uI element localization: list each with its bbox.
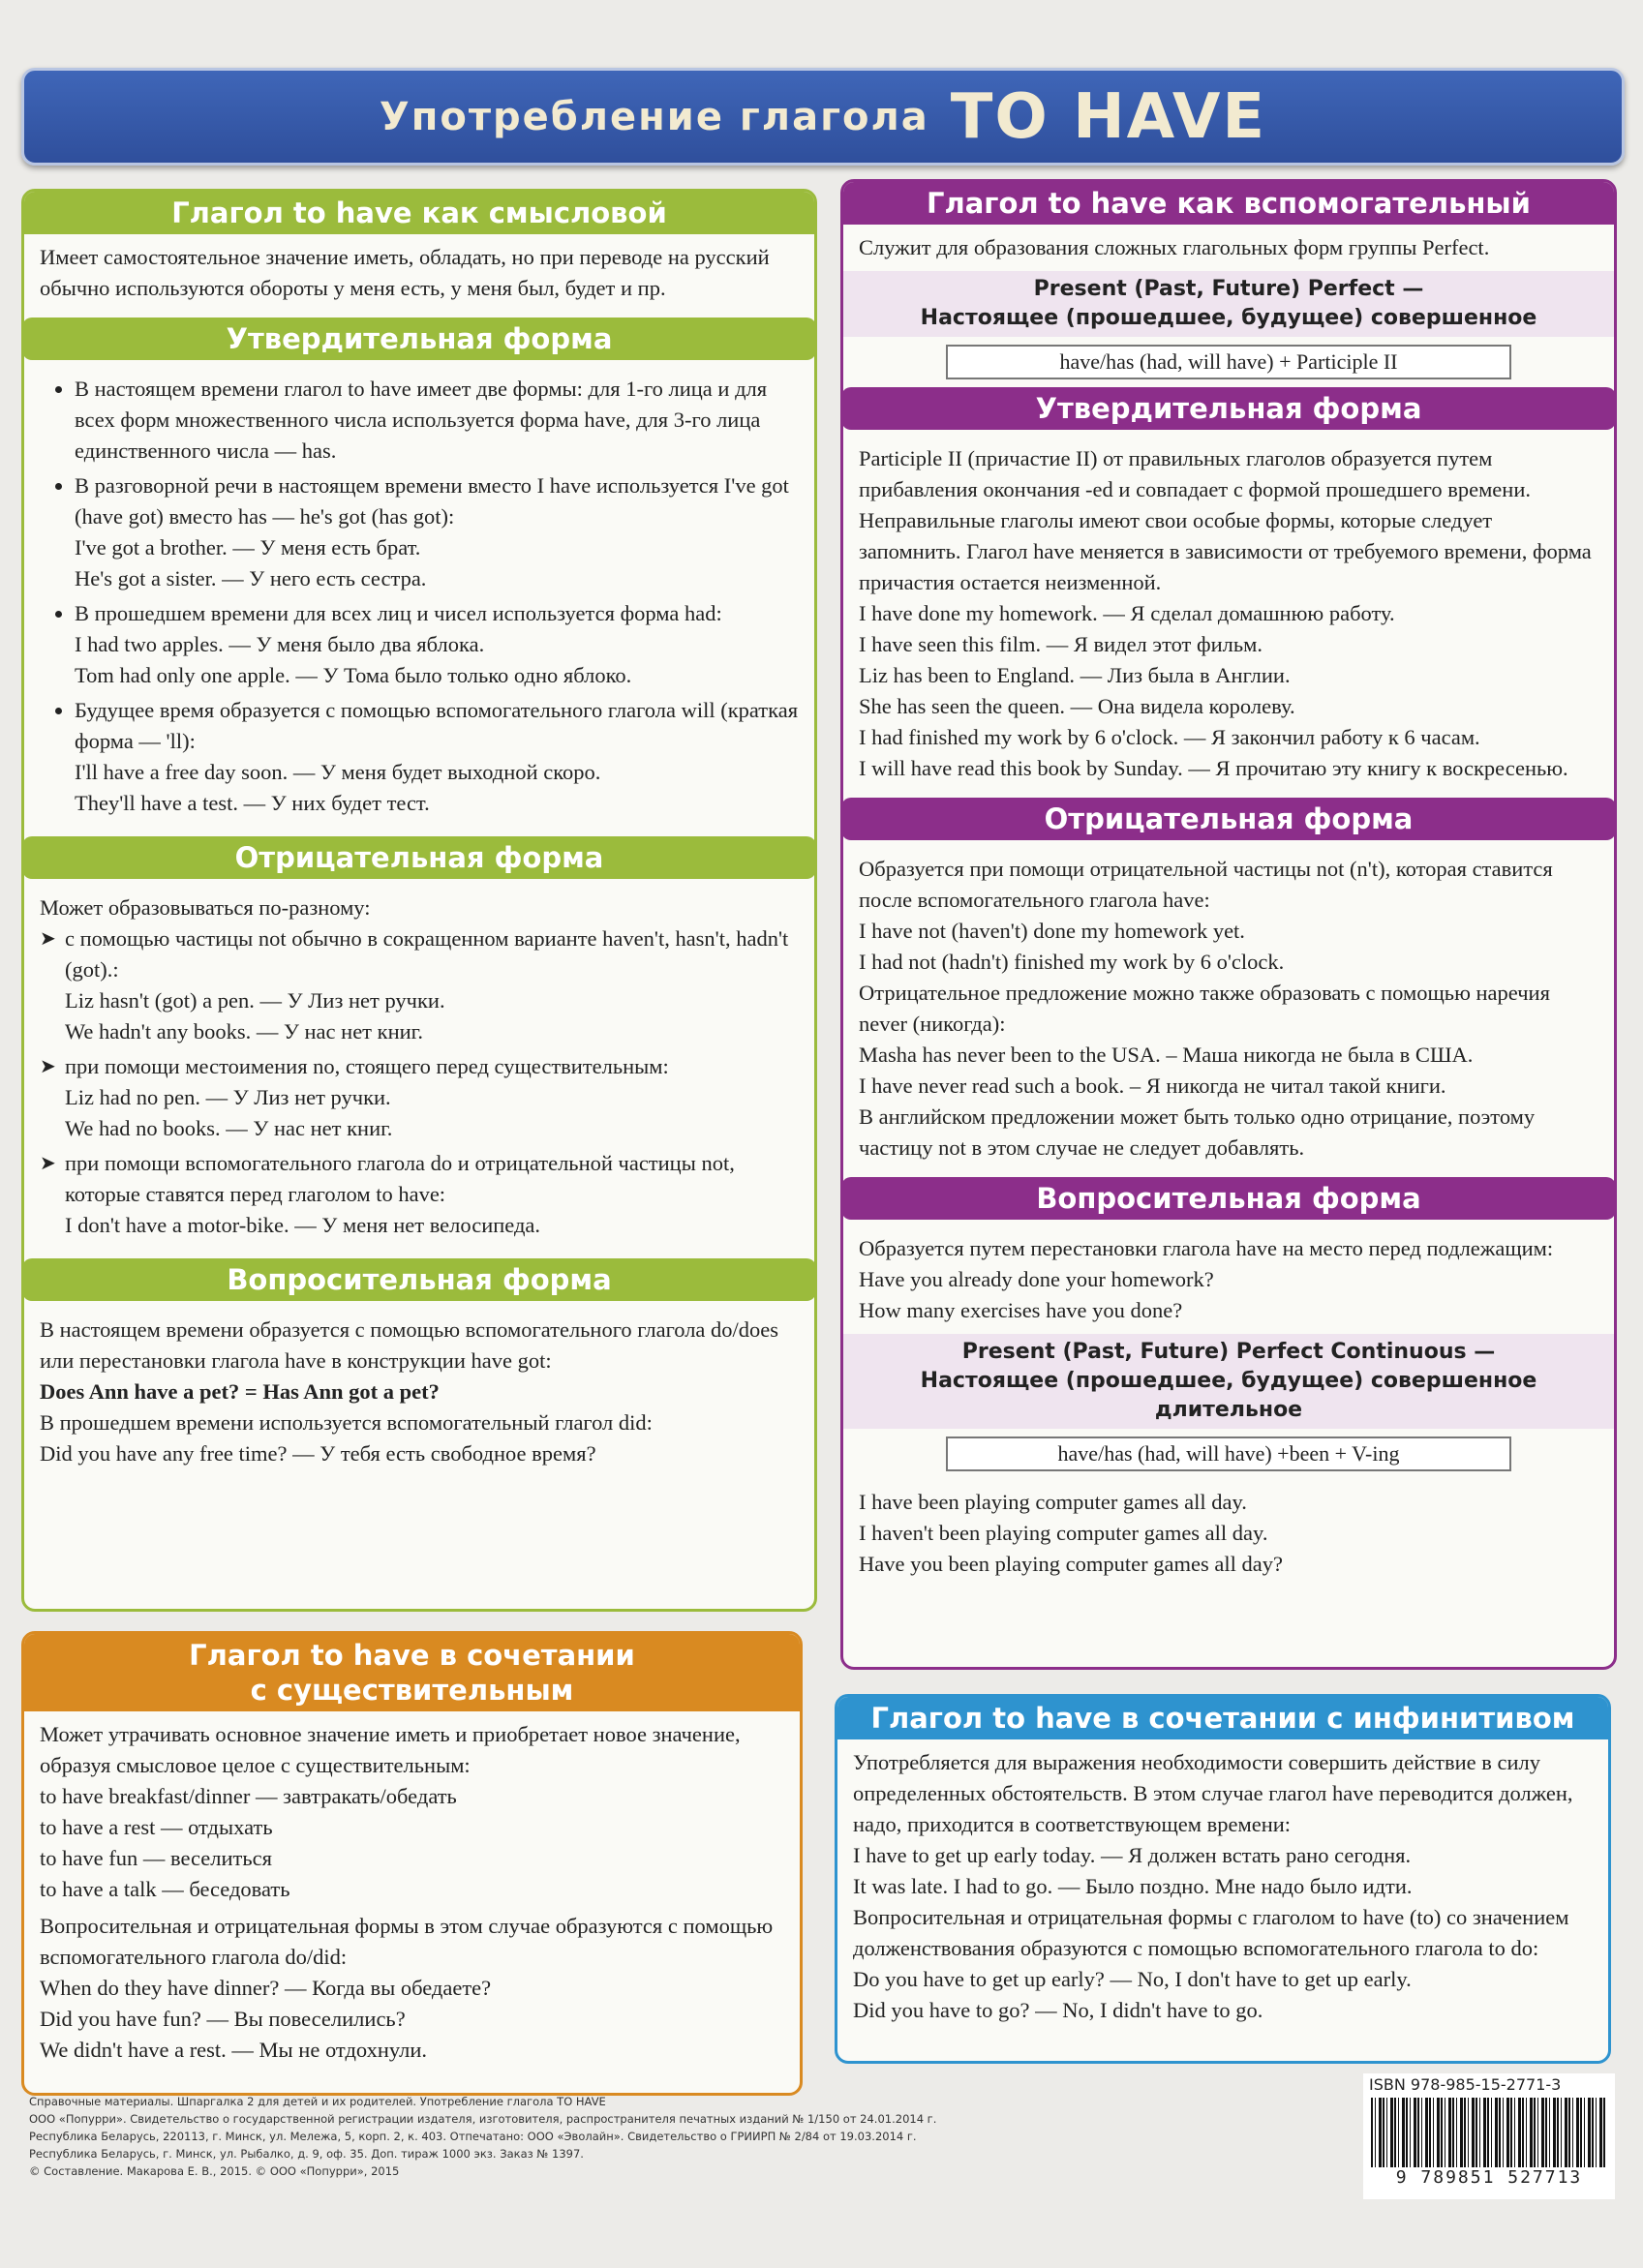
q-rule-past: В прошедшем времени используется вспомогательный глагол did: (40, 1410, 653, 1435)
example-line: Liz hasn't (got) a pen. — У Лиз нет ручки. (65, 988, 445, 1013)
example-line: I have not (haven't) done my homework yet. (859, 919, 1245, 943)
noun-item: to have a rest — отдыхать (40, 1815, 273, 1839)
main-verb-header: Глагол to have как смысловой (24, 192, 814, 234)
example-line: I had not (hadn't) finished my work by 6 o'clock. (859, 950, 1285, 974)
example-line: They'll have a test. — У них будет тест. (75, 791, 430, 815)
example-line: I'll have a free day soon. — У меня будет выходной скоро. (75, 760, 601, 784)
main-verb-intro: Имеет самостоятельное значение иметь, обладать, но при переводе на русский обычно используются обороты у меня есть, у меня был, будет и пр. (40, 245, 770, 300)
perfect-formula: have/has (had, will have) + Participle II (946, 345, 1511, 379)
example-line: Did you have fun? — Вы повеселились? (40, 2007, 406, 2031)
example-line: I have never read such a book. – Я никогда не читал такой книги. (859, 1074, 1446, 1098)
example-line: How many exercises have you done? (859, 1298, 1183, 1322)
title-part1: Употребление глагола (379, 94, 929, 139)
aux-q-header: Вопросительная форма (841, 1177, 1616, 1220)
isbn-barcode-block (1363, 2073, 1615, 2199)
aff-rule-past: • В прошедшем времени для всех лиц и чисел используется форма had: I had two apples. — У меня было два яблока. Tom had only one apple. — У Тома было только одно яблоко. (75, 598, 799, 691)
neg-intro: Может образовываться по-разному: (40, 895, 371, 920)
footer-line: Республика Беларусь, г. Минск, ул. Рыбалко, д. 9, оф. 35. Доп. тираж 1000 экз. Заказ № 1397. (29, 2147, 584, 2161)
example-line: Masha has never been to the USA. – Маша никогда не была в США. (859, 1043, 1474, 1067)
example-line: We hadn't any books. — У нас нет книг. (65, 1019, 423, 1043)
aff-rule-colloquial: • В разговорной речи в настоящем времени вместо I have используется I've got (have got) вместо has — he's got (has got): I've got a brother. — У меня есть брат. He's got a sister. — У него есть сестра. (75, 470, 799, 594)
example-line: Did you have any free time? — У тебя есть свободное время? (40, 1441, 596, 1466)
infinitive-header: Глагол to have в сочетании с инфинитивом (837, 1697, 1608, 1739)
continuous-formula: have/has (had, will have) +been + V-ing (946, 1436, 1511, 1471)
example-line: Have you already done your homework? (859, 1267, 1214, 1291)
neg-rule-not: ➤ с помощью частицы not обычно в сокращенном варианте haven't, hasn't, hadn't (got).: Liz hasn't (got) a pen. — У Лиз нет ручки. We hadn't any books. — У нас нет книг. (40, 923, 799, 1047)
example-line: I've got a brother. — У меня есть брат. (75, 535, 421, 559)
example-line: Does Ann have a pet? = Has Ann got a pet? (40, 1379, 440, 1404)
example-line: Liz has been to England. — Лиз была в Англии. (859, 663, 1291, 687)
example-line: I have been playing computer games all day. (859, 1490, 1247, 1514)
example-line: It was late. I had to go. — Было поздно. Мне надо было идти. (853, 1874, 1413, 1898)
noun-intro: Может утрачивать основное значение иметь и приобретает новое значение, образуя смысловое целое с существительным: (40, 1722, 741, 1777)
aff-rule-present: • В настоящем времени глагол to have имеет две формы: для 1-го лица и для всех форм множественного числа используется форма have, для 3-го лица единственного числа — has. (75, 374, 799, 467)
negative-header: Отрицательная форма (22, 836, 816, 879)
example-line: She has seen the queen. — Она видела королеву. (859, 694, 1295, 718)
example-line: Liz had no pen. — У Лиз нет ручки. (65, 1085, 391, 1109)
continuous-title: Present (Past, Future) Perfect Continuous — Настоящее (прошедшее, будущее) совершенное длительное (843, 1334, 1614, 1429)
example-line: When do they have dinner? — Когда вы обедаете? (40, 1976, 492, 2000)
example-line: Tom had only one apple. — У Тома было только одно яблоко. (75, 663, 632, 687)
example-line: I will have read this book by Sunday. — Я прочитаю эту книгу к воскресенью. (859, 756, 1568, 780)
question-header: Вопросительная форма (22, 1258, 816, 1301)
aff-rule-future: • Будущее время образуется с помощью вспомогательного глагола will (краткая форма — 'll): I'll have a free day soon. — У меня будет выходной скоро. They'll have a test. — У них будет тест. (75, 695, 799, 819)
noun-item: to have breakfast/dinner — завтракать/обедать (40, 1784, 457, 1808)
aux-neg-text2: Отрицательное предложение можно также образовать с помощью наречия never (никогда): (859, 981, 1550, 1036)
example-line: We had no books. — У нас нет книг. (65, 1116, 393, 1140)
example-line: I haven't been playing computer games all day. (859, 1521, 1268, 1545)
inf-text2: Вопросительная и отрицательная формы с глаголом to have (to) со значением долженствования образуются с помощью вспомогательного глагола to do: (853, 1905, 1569, 1960)
footer-line: © Составление. Макарова Е. В., 2015. © ООО «Попурри», 2015 (29, 2164, 400, 2178)
aux-neg-text: Образуется при помощи отрицательной частицы not (n't), которая ставится после вспомогательного глагола have: (859, 857, 1553, 912)
aux-aff-header: Утвердительная форма (841, 387, 1616, 430)
noun-item: to have a talk — беседовать (40, 1877, 290, 1901)
aux-neg-text3: В английском предложении может быть только одно отрицание, поэтому частицу not в этом случае не следует добавлять. (859, 1104, 1536, 1160)
aux-q-text: Образуется путем перестановки глагола have на место перед подлежащим: (859, 1236, 1554, 1260)
footer-line: ООО «Попурри». Свидетельство о государственной регистрации издателя, изготовителя, распространителя печатных изданий № 1/150 от 24.01.2014 г. (29, 2112, 937, 2126)
aux-aff-text: Participle II (причастие II) от правильных глаголов образуется путем прибавления окончания -ed и совпадает с формой прошедшего времени. Неправильные глаголы имеют свои особые формы, которые следует запомнить. Глагол have меняется в зависимости от требуемого времени, форма причастия остается неизменной. (859, 446, 1592, 594)
panel-main-verb (21, 189, 817, 1612)
q-rule-present: В настоящем времени образуется с помощью вспомогательного глагола do/does или перестановки глагола have в конструкции have got: (40, 1317, 779, 1373)
example-line: I had finished my work by 6 o'clock. — Я закончил работу к 6 часам. (859, 725, 1480, 749)
barcode-icon (1371, 2098, 1607, 2167)
noun-note: Вопросительная и отрицательная формы в этом случае образуются с помощью вспомогательного глагола do/did: (40, 1914, 774, 1969)
example-line: I have done my homework. — Я сделал домашнюю работу. (859, 601, 1395, 625)
title-part2: TO HAVE (950, 80, 1267, 153)
panel-auxiliary (840, 179, 1617, 1670)
noun-header: Глагол to have в сочетании с существительным (24, 1634, 800, 1711)
example-line: I don't have a motor-bike. — У меня нет велосипеда. (65, 1213, 541, 1237)
aux-neg-header: Отрицательная форма (841, 798, 1616, 840)
footer-line: Республика Беларусь, 220113, г. Минск, ул. Мележа, 5, корп. 2, к. 403. Отпечатано: ООО «Эволайн». Свидетельство о ГРИИРП № 2/84 от 19.03.2014 г. (29, 2130, 917, 2143)
noun-item: to have fun — веселиться (40, 1846, 272, 1870)
neg-rule-no: ➤ при помощи местоимения no, стоящего перед существительным: Liz had no pen. — У Лиз нет ручки. We had no books. — У нас нет книг. (40, 1051, 799, 1144)
imprint-footer (29, 2093, 1326, 2180)
panel-noun (21, 1631, 803, 2096)
example-line: I had two apples. — У меня было два яблока. (75, 632, 485, 656)
example-line: He's got a sister. — У него есть сестра. (75, 566, 427, 590)
example-line: Do you have to get up early? — No, I don't have to get up early. (853, 1967, 1412, 1991)
inf-text: Употребляется для выражения необходимости совершить действие в силу определенных обстоятельств. В этом случае глагол have переводится должен, надо, приходится в соответствующем времени: (853, 1750, 1573, 1836)
example-line: Have you been playing computer games all day? (859, 1552, 1283, 1576)
example-line: We didn't have a rest. — Мы не отдохнули. (40, 2038, 428, 2062)
isbn-text: ISBN 978-985-15-2771-3 (1369, 2075, 1562, 2094)
aux-header: Глагол to have как вспомогательный (843, 182, 1614, 225)
title-banner (21, 68, 1625, 166)
aux-intro: Служит для образования сложных глагольных форм группы Perfect. (859, 235, 1490, 259)
barcode-number: 9 789851 527713 (1395, 2167, 1583, 2188)
example-line: I have to get up early today. — Я должен встать рано сегодня. (853, 1843, 1412, 1867)
example-line: I have seen this film. — Я видел этот фильм. (859, 632, 1263, 656)
perfect-title: Present (Past, Future) Perfect — Настоящее (прошедшее, будущее) совершенное (843, 271, 1614, 337)
footer-line: Справочные материалы. Шпаргалка 2 для детей и их родителей. Употребление глагола TO HAVE (29, 2095, 606, 2108)
panel-infinitive (835, 1694, 1611, 2064)
neg-rule-do: ➤ при помощи вспомогательного глагола do и отрицательной частицы not, которые ставятся перед глаголом to have: I don't have a motor-bike. — У меня нет велосипеда. (40, 1148, 799, 1241)
example-line: Did you have to go? — No, I didn't have to go. (853, 1998, 1263, 2022)
affirmative-header: Утвердительная форма (22, 318, 816, 360)
